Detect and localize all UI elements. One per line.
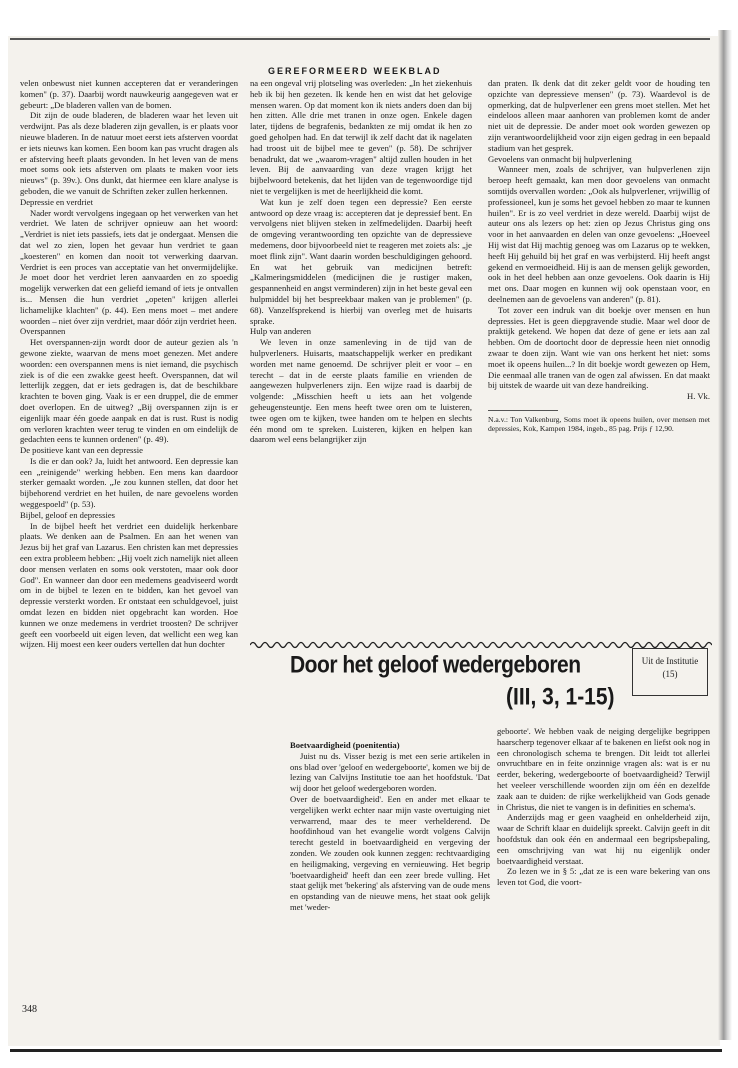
article-column-1	[290, 740, 490, 913]
paragraph: Zo lezen we in § 5: „dat ze is een ware bekering van ons leven tot God, die voort-	[497, 866, 710, 888]
page-number: 348	[22, 1004, 37, 1015]
paragraph: Juist nu ds. Visser bezig is met een serie artikelen in ons blad over 'geloof en wedergeboorte', komen we bij de lezing van Calvijns Institutie toe aan het hoofdstuk. 'Dat wij door het geloof wedergeboren worden.	[290, 750, 490, 794]
subheading: Boetvaardigheid (poenitentia)	[290, 740, 400, 750]
top-rule	[10, 38, 710, 40]
paragraph: dan praten. Ik denk dat dit zeker geldt voor de houding ten opzichte van depressieve mensen" (p. 73). Waardevol is de opmerking, dat de hulpverlener een grens moet stellen. Met het eindeloos alleen maar aanhoren van problemen komt de ander niet uit de depressie. De ander moet ook worden gewezen op zijn verantwoordelijkheid voor zijn eigen gedrag in een bepaald stadium van het gesprek.	[488, 78, 710, 153]
series-number: (15)	[662, 669, 678, 679]
series-label: Uit de Institutie	[641, 656, 699, 666]
paragraph: Dit zijn de oude bladeren, de bladeren waar het leven uit verdwijnt. Pas als deze bladeren zijn gevallen, is er plaats voor nieuwe bladeren. In de natuur moet eerst iets afsterven voordat er iets nieuws kan komen. Een boom kan pas vrucht dragen als er afsterving heeft plaats gevonden. In het leven van de mens moet soms ook iets afsterven om plaats te maken voor iets nieuws" (p. 39v.). Ons dunkt, dat hiermee een klare analyse is geboden, die we vanuit de Schriften zeker zullen herkennen.	[20, 110, 238, 196]
paragraph: Wat kun je zelf doen tegen een depressie? Een eerste antwoord op deze vraag is: accepteren dat je depressief bent. En vervolgens niet blijven steken in zelfmedelijden. Daarbij heeft de omgeving verantwoording ten opzichte van de depressieve medemens, door bijvoorbeeld niet te reageren met zoiets als: „je moet flink zijn". Want daarin worden beschuldigingen gehoord. En wat het gebruik van medicijnen betreft: „Kalmeringsmiddelen (medicijnen die je rustiger maken, gespannenheid en angst verminderen) zijn in het beste geval een hulpmiddel bij het bespreekbaar maken van je problemen" (p. 68). Vanzelfsprekend is hierbij van overleg met de huisarts sprake.	[250, 196, 472, 326]
paragraph: In de bijbel heeft het verdriet een duidelijk herkenbare plaats. We denken aan de Psalmen. En aan het wenen van Jezus bij het graf van Lazarus. Een christen kan met depressies een extra probleem hebben: „Hij voelt zich namelijk niet alleen door mensen verlaten en soms ook verstoten, maar ook door God". En wanneer dan door een medemens geadviseerd wordt om in de bijbel te lezen en te bidden, kan het gevoel van depressie versterkt worden. Er ontstaat een schuldgevoel, juist omdat lezen en bidden niet opgebracht kan worden. Hoe kunnen we onze medemens in verdriet troosten? De schrijver geeft een voorbeeld uit eigen leven, dat wellicht een weg kan wijzen. Hij moest een keer ouders vertellen dat hun dochter	[20, 520, 238, 650]
review-column-2	[250, 78, 472, 445]
paragraph: na een ongeval vrij plotseling was overleden: „In het ziekenhuis heb ik bij hen gezeten. Ik kende hen en wist dat het gelovige mensen waren. Op dat moment kon ik niets anders doen dan bij hen zitten. Alle drie met tranen in onze ogen. Enkele dagen later, tijdens de begrafenis, bedankten ze mij omdat ik hen zo goed geholpen had. En dat terwijl ik zelf dacht dat ik nagelaten had troost uit de bijbel mee te geven" (p. 58). De schrijver benadrukt, dat we „waarom-vragen" altijd zullen houden in het leven. Bij de aanvaarding van deze vragen krijgt het bijbelwoord betekenis, dat het lijden van de tegenwoordige tijd niet te vergelijken is met de heerlijkheid die komt.	[250, 78, 472, 196]
paragraph: Wanneer men, zoals de schrijver, van hulpverlenen zijn beroep heeft gemaakt, kan men door gevoelens van onmacht somtijds overvallen worden: „Ook als hulpverlener, vrijwillig of professioneel, kun je soms het gevoel hebben zo maar te kunnen huilen". Er is zo veel verdriet in deze wereld. Daarbij wijst de auteur ons als lezers op het: zien op Jezus Christus ging ons voor in het aanvaarden en delen van onze gevoelens: „Hoeveel Hij wist dat Hij machtig genoeg was om Lazarus op te wekken, heeft Hij gehuild bij het graf en was verbijsterd. Hij heeft angst gekend en vermoeidheid. Hij is aan de mensen gelijk geworden, ook in het deel hebben aan onze gevoelens. Ook daarin is Hij met ons. Daar mogen en kunnen wij ook openstaan voor, en deelnemen aan de gevoelens van anderen" (p. 81).	[488, 164, 710, 304]
series-label-box	[632, 648, 708, 696]
paragraph: geboorte'. We hebben vaak de neiging dergelijke begrippen haarscherp tegenover elkaar af te bakenen en liefst ook nog in een chronologisch schema te brengen. Dit leidt tot allerlei onvruchtbare en in feite onzinnige vragen als: wat is er nu eerder, bekering, wedergeboorte of boetvaardigheid? Terwijl het veeleer verschillende woorden zijn om één en dezelfde zaak aan te duiden: de rijke werkelijkheid van Gods genade in Christus, die niet te vangen is in definities en schema's.	[497, 726, 710, 812]
paragraph: Over de boetvaardigheid'. Een en ander met elkaar te vergelijken werkt echter naar mijn vaste overtuiging niet verwarrend, maar des te meer verhelderend. De hoofdinhoud van het evangelie wordt volgens Calvijn terecht gesteld in boetvaardigheid en vergeving der zonden. We zouden ook kunnen zeggen: rechtvaardiging en heiligmaking, vergeving en vernieuwing. Het begrip 'boetvaardigheid' heeft dan een zeer brede vulling. Het staat gelijk met 'bekering' als afsterving van de oude mens en opstanding van de nieuwe mens, het staat ook gelijk met 'weder-	[290, 793, 490, 912]
subheading: Overspannen	[20, 326, 66, 337]
paragraph: Tot zover een indruk van dit boekje over mensen en hun depressies. Het is geen diepgravende studie. Maar wel door de praktijk getekend. We hopen dat deze of gene er iets aan zal hebben. Om de doortocht door de depressie heen niet onnodig zwaar te doen zijn. Want wie van ons herkent het niet: soms moet ik opeens huilen...? In dit boekje wordt gewezen op Hem, Die eenmaal alle tranen van de ogen zal afwissen. En dat maakt bij uitstek de waarde uit van deze handreiking.	[488, 304, 710, 391]
book-reference: N.a.v.: Ton Valkenburg, Soms moet ik opeens huilen, over mensen met depressies, Kok, Kampen 1984, ingeb., 85 pag. Prijs ƒ 12,90.	[488, 414, 710, 434]
article-title: Door het geloof wedergeboren	[290, 652, 581, 679]
author-signature: H. Vk.	[687, 391, 710, 402]
page-edge-shadow	[718, 30, 732, 1040]
review-column-3	[488, 78, 710, 434]
paragraph: Anderzijds mag er geen vaagheid en onhelderheid zijn, waar de Schrift klaar en duidelijk spreekt. Calvijn geeft in dit hoofdstuk dan ook één en andermaal een begripsbepaling, een omschrijving van wat hij nu eigenlijk onder boetvaardigheid verstaat.	[497, 812, 710, 866]
subheading: Bijbel, geloof en depressies	[20, 509, 115, 520]
subheading: Hulp van anderen	[250, 326, 312, 337]
subheading: Gevoelens van onmacht bij hulpverlening	[488, 153, 632, 164]
paragraph: Is die er dan ook? Ja, luidt het antwoord. Een depressie kan een „reinigende" werking hebben. Een mens kan daardoor sterker gemaakt worden. „Je zou kunnen stellen, dat door het bijbehorend verdriet en het huilen, de nare gevoelens worden weggespoeld" (p. 53).	[20, 455, 238, 510]
subheading: De positieve kant van een depressie	[20, 445, 143, 456]
footnote-rule	[488, 410, 558, 411]
article-column-2	[497, 726, 710, 888]
paragraph: We leven in onze samenleving in de tijd van de hulpverleners. Huisarts, maatschappelijk werker en predikant worden met name genoemd. De schrijver pleit er voor – en terecht – dat in de eerste plaats familie en vrienden de aangewezen hulpverleners zijn. Een wijze raad is daarbij de volgende: „Misschien heeft u iets aan het volgende geheugensteuntje. Een mens heeft twee oren om te luisteren, twee ogen om te kijken, twee handen om te helpen en slechts één mond om te spreken. Luisteren, kijken en helpen kan daarom wel eens belangrijker zijn	[250, 337, 472, 445]
paragraph: velen onbewust niet kunnen accepteren dat er veranderingen komen" (p. 37). Daarbij wordt nauwkeurig aangegeven wat er gebeurt: „De bladeren vallen van de bomen.	[20, 78, 238, 110]
subheading: Depressie en verdriet	[20, 196, 94, 207]
running-title: GEREFORMEERD WEEKBLAD	[268, 66, 442, 76]
bottom-rule	[10, 1049, 722, 1052]
paragraph: Het overspannen-zijn wordt door de auteur gezien als 'n gewone ziekte, waarvan de mens moet genezen. Met andere woorden: een overspannen mens is niet iemand, die psychisch ziek is of die een zwakke geest heeft. Overspannen, dat wil letterlijk zeggen, dat er iets gedragen is, dat de beschikbare krachten te boven ging. Vaak is er een druppel, die de emmer doet overlopen. En de uitweg? „Bij overspannen zijn is er eigenlijk maar één goede aanpak en dat is rust. Rust is nodig om verloren krachten weer terug te vinden en om eindelijk de gedachten eens te kunnen ordenen" (p. 49).	[20, 337, 238, 445]
paragraph: Nader wordt vervolgens ingegaan op het verwerken van het verdriet. We laten de schrijver opnieuw aan het woord: „Verdriet is niet iets passiefs, iets dat je ondergaat. Mensen die dat wel zo zien, lopen het gevaar hun verdriet te gaan „koesteren" en komen dan nooit tot verwerking daarvan. Verdriet is een proces van acceptatie van het onvermijdelijke. Je moet door het verdriet leren aanvaarden en zo spoedig mogelijk verwerken dat een geliefd iemand of iets je ontvallen is... Mensen die hun verdriet „opeten" krijgen allerlei lichamelijke klachten" (p. 44). Een mens moet – met andere woorden – niet óver zijn verdriet, maar dóór zijn verdriet heen.	[20, 207, 238, 326]
review-column-1	[20, 78, 238, 650]
article-subtitle: (III, 3, 1-15)	[506, 684, 615, 711]
